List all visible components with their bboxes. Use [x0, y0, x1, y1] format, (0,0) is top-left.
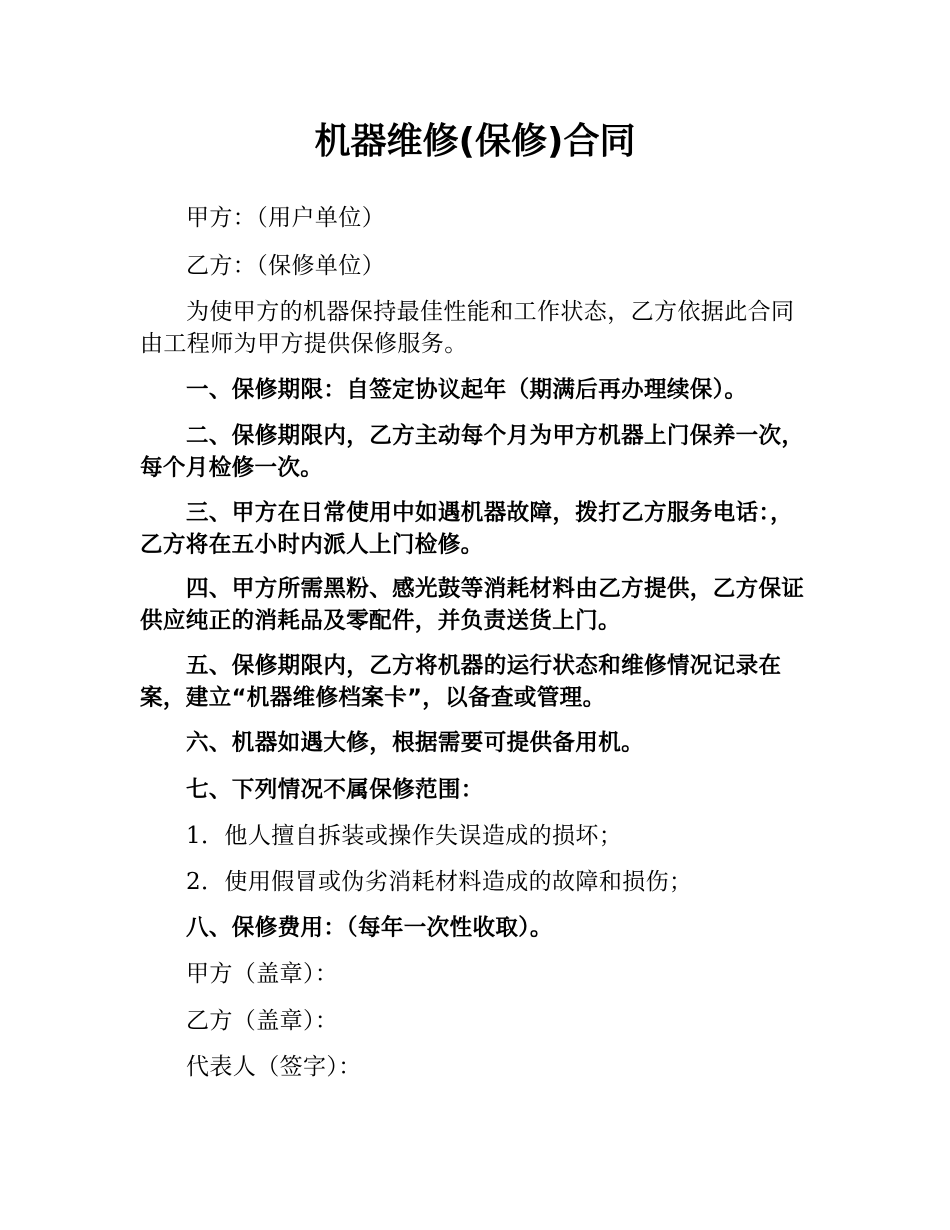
- representative-signature-line: 代表人（签字）：: [186, 1054, 362, 1080]
- party-b-seal-line: 乙方（盖章）：: [186, 1008, 339, 1034]
- clause-6: 六、机器如遇大修，根据需要可提供备用机。: [186, 730, 645, 756]
- party-a-line: 甲方：（用户单位）: [186, 205, 386, 231]
- clause-8: 八、保修费用：（每年一次性收取）。: [186, 915, 553, 941]
- clause-2: 二、保修期限内，乙方主动每个月为甲方机器上门保养一次，每个月检修一次。: [140, 423, 805, 481]
- clause-3: 三、甲方在日常使用中如遇机器故障，拨打乙方服务电话：，乙方将在五小时内派人上门检修。: [140, 500, 794, 558]
- clause-7: 七、下列情况不属保修范围：: [186, 777, 484, 803]
- clause-4: 四、甲方所需黑粉、感光鼓等消耗材料由乙方提供，乙方保证供应纯正的消耗品及零配件，并负责送货上门。: [140, 576, 805, 634]
- document-title: 机器维修(保修)合同: [314, 121, 636, 162]
- party-a-seal-line: 甲方（盖章）：: [186, 961, 339, 987]
- clause-5: 五、保修期限内，乙方将机器的运行状态和维修情况记录在案，建立“机器维修档案卡”，以备查或管理。: [140, 653, 782, 711]
- exclusion-item-1: 1．他人擅自拆装或操作失误造成的损坏；: [186, 823, 623, 849]
- party-b-line: 乙方：（保修单位）: [186, 253, 386, 279]
- clause-1: 一、保修期限：自签定协议起年（期满后再办理续保）。: [186, 377, 748, 403]
- exclusion-item-2: 2．使用假冒或伪劣消耗材料造成的故障和损伤；: [186, 869, 693, 895]
- preamble-paragraph: 为使甲方的机器保持最佳性能和工作状态，乙方依据此合同由工程师为甲方提供保修服务。: [140, 299, 795, 357]
